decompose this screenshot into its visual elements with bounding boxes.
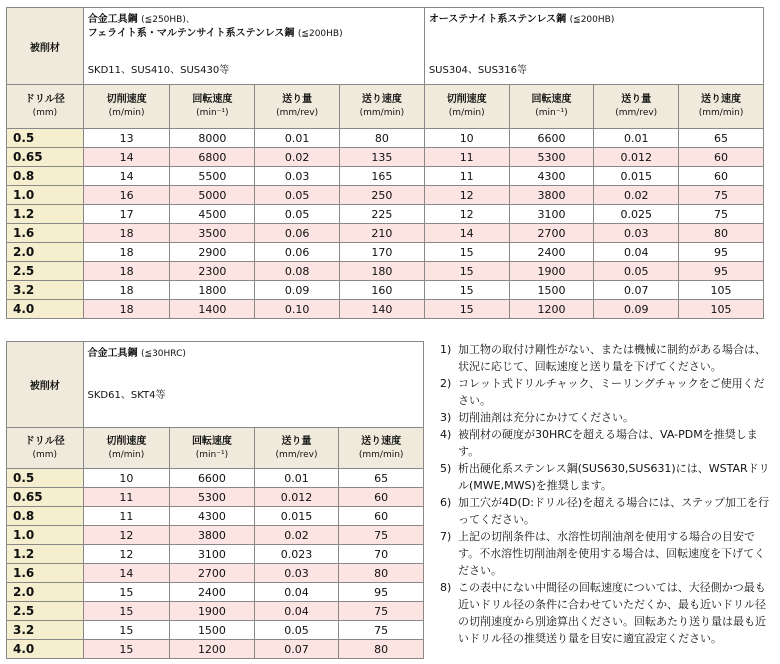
table-row bbox=[7, 300, 764, 319]
cell-value: 13 bbox=[83, 129, 170, 148]
note-text: 加工物の取付け剛性がない、または機械に制約がある場合は、状況に応じて、回転速度と送り量を下げてください。 bbox=[458, 343, 766, 373]
dia-header: ドリル径 (mm) bbox=[7, 85, 84, 129]
table-row bbox=[7, 281, 764, 300]
cell-value: 0.015 bbox=[254, 507, 339, 526]
table-row bbox=[7, 507, 424, 526]
drill-diameter: 1.2 bbox=[7, 205, 84, 224]
cell-value: 14 bbox=[83, 167, 170, 186]
cell-value: 0.04 bbox=[594, 243, 679, 262]
cell-value: 0.06 bbox=[255, 243, 340, 262]
cell-value: 250 bbox=[340, 186, 425, 205]
cell-value: 2400 bbox=[509, 243, 594, 262]
col-header: 送り速度 (mm/min) bbox=[340, 85, 425, 129]
cell-value: 3100 bbox=[170, 545, 255, 564]
cell-value: 165 bbox=[340, 167, 425, 186]
cell-value: 14 bbox=[83, 148, 170, 167]
cell-value: 6800 bbox=[170, 148, 255, 167]
col-header: 送り量 (mm/rev) bbox=[254, 428, 339, 469]
cell-value: 15 bbox=[83, 583, 170, 602]
drill-diameter: 0.8 bbox=[7, 167, 84, 186]
note-number: 8) bbox=[440, 581, 452, 594]
cell-value: 0.09 bbox=[255, 281, 340, 300]
note-item bbox=[440, 579, 770, 647]
cell-value: 95 bbox=[679, 262, 764, 281]
cutting-table-2 bbox=[6, 341, 424, 659]
cell-value: 4300 bbox=[509, 167, 594, 186]
note-text: 切削油剤は充分にかけてください。 bbox=[458, 411, 634, 424]
table-row bbox=[7, 205, 764, 224]
drill-diameter: 0.65 bbox=[7, 148, 84, 167]
cell-value: 0.08 bbox=[255, 262, 340, 281]
cell-value: 70 bbox=[339, 545, 424, 564]
table-row bbox=[7, 262, 764, 281]
cell-value: 60 bbox=[339, 507, 424, 526]
cell-value: 0.02 bbox=[594, 186, 679, 205]
cell-value: 60 bbox=[679, 148, 764, 167]
cell-value: 18 bbox=[83, 243, 170, 262]
cell-value: 0.025 bbox=[594, 205, 679, 224]
note-number: 2) bbox=[440, 377, 452, 390]
cell-value: 5500 bbox=[170, 167, 255, 186]
cell-value: 2400 bbox=[170, 583, 255, 602]
cell-value: 0.015 bbox=[594, 167, 679, 186]
table-row bbox=[7, 469, 424, 488]
note-item bbox=[440, 528, 770, 579]
cell-value: 80 bbox=[679, 224, 764, 243]
cell-value: 2300 bbox=[170, 262, 255, 281]
notes-list bbox=[440, 341, 770, 647]
cell-value: 1500 bbox=[170, 621, 255, 640]
cell-value: 4500 bbox=[170, 205, 255, 224]
material-grades-1: SKD11、SUS410、SUS430等 bbox=[87, 65, 230, 76]
note-text: 析出硬化系ステンレス鋼(SUS630,SUS631)には、WSTARドリル(MWE,MWS)を推奨します。 bbox=[458, 462, 770, 492]
cell-value: 3800 bbox=[170, 526, 255, 545]
material-group-1: 合金工具鋼 (≦250HB)、 フェライト系・マルテンサイト系ステンレス鋼 (≦200HB) SKD11、SUS410、SUS430等 bbox=[83, 8, 424, 85]
note-number: 7) bbox=[440, 530, 452, 543]
cell-value: 80 bbox=[339, 564, 424, 583]
note-item bbox=[440, 460, 770, 494]
cell-value: 11 bbox=[424, 148, 509, 167]
table-row bbox=[7, 564, 424, 583]
note-text: コレット式ドリルチャック、ミーリングチャックをご使用ください。 bbox=[458, 377, 765, 407]
cell-value: 0.02 bbox=[254, 526, 339, 545]
cell-value: 0.05 bbox=[255, 205, 340, 224]
cell-value: 65 bbox=[679, 129, 764, 148]
drill-diameter: 0.5 bbox=[7, 129, 84, 148]
note-number: 4) bbox=[440, 428, 452, 441]
cell-value: 14 bbox=[83, 564, 170, 583]
cell-value: 60 bbox=[339, 488, 424, 507]
material-group: 合金工具鋼 (≦30HRC) SKD61、SKT4等 bbox=[83, 342, 423, 428]
cell-value: 17 bbox=[83, 205, 170, 224]
drill-diameter: 2.5 bbox=[7, 262, 84, 281]
cell-value: 11 bbox=[424, 167, 509, 186]
cell-value: 135 bbox=[340, 148, 425, 167]
cell-value: 12 bbox=[424, 205, 509, 224]
cell-value: 3100 bbox=[509, 205, 594, 224]
note-item bbox=[440, 341, 770, 375]
cell-value: 0.01 bbox=[594, 129, 679, 148]
note-text: 上記の切削条件は、水溶性切削油剤を使用する場合の目安です。不水溶性切削油剤を使用する場合は、回転速度を下げてください。 bbox=[458, 530, 766, 577]
cell-value: 1900 bbox=[170, 602, 255, 621]
drill-diameter: 2.0 bbox=[7, 583, 84, 602]
col-header: 送り量 (mm/rev) bbox=[255, 85, 340, 129]
table-row bbox=[7, 640, 424, 659]
cell-value: 8000 bbox=[170, 129, 255, 148]
cell-value: 5000 bbox=[170, 186, 255, 205]
cell-value: 0.04 bbox=[254, 583, 339, 602]
cell-value: 0.01 bbox=[254, 469, 339, 488]
drill-diameter: 1.0 bbox=[7, 186, 84, 205]
cell-value: 75 bbox=[339, 602, 424, 621]
cell-value: 15 bbox=[424, 243, 509, 262]
cell-value: 160 bbox=[340, 281, 425, 300]
material-grades-2: SUS304、SUS316等 bbox=[428, 65, 528, 76]
cell-value: 95 bbox=[679, 243, 764, 262]
cell-value: 60 bbox=[679, 167, 764, 186]
col-header: 送り速度 (mm/min) bbox=[679, 85, 764, 129]
cell-value: 2900 bbox=[170, 243, 255, 262]
note-item bbox=[440, 375, 770, 409]
cell-value: 0.07 bbox=[594, 281, 679, 300]
note-item bbox=[440, 426, 770, 460]
cell-value: 210 bbox=[340, 224, 425, 243]
col-header: 回転速度 (min⁻¹) bbox=[170, 85, 255, 129]
cell-value: 12 bbox=[83, 545, 170, 564]
cell-value: 0.06 bbox=[255, 224, 340, 243]
table-row bbox=[7, 129, 764, 148]
cell-value: 16 bbox=[83, 186, 170, 205]
cell-value: 18 bbox=[83, 224, 170, 243]
cell-value: 75 bbox=[679, 205, 764, 224]
drill-diameter: 1.6 bbox=[7, 224, 84, 243]
cell-value: 105 bbox=[679, 281, 764, 300]
col-header: 回転速度 (min⁻¹) bbox=[509, 85, 594, 129]
cell-value: 105 bbox=[679, 300, 764, 319]
cell-value: 65 bbox=[339, 469, 424, 488]
cell-value: 0.03 bbox=[255, 167, 340, 186]
material-grades: SKD61、SKT4等 bbox=[87, 390, 166, 401]
table-row bbox=[7, 148, 764, 167]
cell-value: 1900 bbox=[509, 262, 594, 281]
cell-value: 75 bbox=[339, 621, 424, 640]
col-header: 送り量 (mm/rev) bbox=[594, 85, 679, 129]
table-row bbox=[7, 488, 424, 507]
table-row bbox=[7, 224, 764, 243]
table-row bbox=[7, 621, 424, 640]
cell-value: 11 bbox=[83, 507, 170, 526]
cell-value: 0.023 bbox=[254, 545, 339, 564]
note-number: 5) bbox=[440, 462, 452, 475]
cell-value: 1200 bbox=[509, 300, 594, 319]
note-item bbox=[440, 494, 770, 528]
cell-value: 15 bbox=[424, 262, 509, 281]
cell-value: 11 bbox=[83, 488, 170, 507]
drill-diameter: 3.2 bbox=[7, 281, 84, 300]
cell-value: 0.05 bbox=[255, 186, 340, 205]
header-row bbox=[7, 428, 424, 469]
col-header: 回転速度 (min⁻¹) bbox=[170, 428, 255, 469]
col-header: 切削速度 (m/min) bbox=[83, 428, 170, 469]
material-label: 被削材 bbox=[7, 342, 84, 428]
cell-value: 2700 bbox=[170, 564, 255, 583]
cell-value: 3800 bbox=[509, 186, 594, 205]
note-number: 6) bbox=[440, 496, 452, 509]
cell-value: 80 bbox=[339, 640, 424, 659]
material-group-2: オーステナイト系ステンレス鋼 (≦200HB) SUS304、SUS316等 bbox=[424, 8, 763, 85]
drill-diameter: 3.2 bbox=[7, 621, 84, 640]
note-text: 被削材の硬度が30HRCを超える場合は、VA-PDMを推奨します。 bbox=[458, 428, 758, 458]
cell-value: 0.09 bbox=[594, 300, 679, 319]
cell-value: 0.03 bbox=[594, 224, 679, 243]
cell-value: 1800 bbox=[170, 281, 255, 300]
cell-value: 6600 bbox=[170, 469, 255, 488]
drill-diameter: 1.2 bbox=[7, 545, 84, 564]
note-item bbox=[440, 409, 770, 426]
table-row bbox=[7, 186, 764, 205]
cell-value: 15 bbox=[424, 281, 509, 300]
cell-value: 15 bbox=[83, 602, 170, 621]
cell-value: 75 bbox=[679, 186, 764, 205]
cell-value: 0.10 bbox=[255, 300, 340, 319]
table-row bbox=[7, 602, 424, 621]
cell-value: 5300 bbox=[170, 488, 255, 507]
cell-value: 95 bbox=[339, 583, 424, 602]
drill-diameter: 2.0 bbox=[7, 243, 84, 262]
cell-value: 10 bbox=[424, 129, 509, 148]
cell-value: 4300 bbox=[170, 507, 255, 526]
cell-value: 0.03 bbox=[254, 564, 339, 583]
cell-value: 15 bbox=[424, 300, 509, 319]
drill-diameter: 1.0 bbox=[7, 526, 84, 545]
drill-diameter: 0.5 bbox=[7, 469, 84, 488]
cell-value: 18 bbox=[83, 281, 170, 300]
drill-diameter: 2.5 bbox=[7, 602, 84, 621]
table-row bbox=[7, 167, 764, 186]
cell-value: 5300 bbox=[509, 148, 594, 167]
cell-value: 80 bbox=[340, 129, 425, 148]
cell-value: 0.012 bbox=[594, 148, 679, 167]
cell-value: 0.01 bbox=[255, 129, 340, 148]
note-text: 加工穴が4D(D:ドリル径)を超える場合には、ステップ加工を行ってください。 bbox=[458, 496, 770, 526]
note-number: 3) bbox=[440, 411, 452, 424]
col-header: 切削速度 (m/min) bbox=[83, 85, 170, 129]
cell-value: 15 bbox=[83, 640, 170, 659]
cell-value: 18 bbox=[83, 262, 170, 281]
cell-value: 0.04 bbox=[254, 602, 339, 621]
table-row bbox=[7, 243, 764, 262]
cell-value: 225 bbox=[340, 205, 425, 224]
cell-value: 170 bbox=[340, 243, 425, 262]
cell-value: 0.02 bbox=[255, 148, 340, 167]
drill-diameter: 1.6 bbox=[7, 564, 84, 583]
cell-value: 2700 bbox=[509, 224, 594, 243]
drill-diameter: 0.65 bbox=[7, 488, 84, 507]
cell-value: 0.05 bbox=[254, 621, 339, 640]
cell-value: 15 bbox=[83, 621, 170, 640]
cell-value: 10 bbox=[83, 469, 170, 488]
cell-value: 14 bbox=[424, 224, 509, 243]
cell-value: 180 bbox=[340, 262, 425, 281]
cell-value: 3500 bbox=[170, 224, 255, 243]
cell-value: 0.07 bbox=[254, 640, 339, 659]
material-label: 被削材 bbox=[7, 8, 84, 85]
cell-value: 1500 bbox=[509, 281, 594, 300]
header-row bbox=[7, 85, 764, 129]
note-text: この表中にない中間径の回転速度については、大径側かつ最も近いドリル径の条件に合わせていただくか、最も近いドリル径の切削速度から別途算出ください。回転あたり送り量は最も近いドリル径の推奨送り量を目安に適宜設定ください。 bbox=[458, 581, 766, 645]
drill-diameter: 0.8 bbox=[7, 507, 84, 526]
cell-value: 18 bbox=[83, 300, 170, 319]
cutting-table-1 bbox=[6, 7, 764, 319]
col-header: 送り速度 (mm/min) bbox=[339, 428, 424, 469]
cell-value: 0.012 bbox=[254, 488, 339, 507]
cell-value: 140 bbox=[340, 300, 425, 319]
cell-value: 1200 bbox=[170, 640, 255, 659]
table-row bbox=[7, 583, 424, 602]
drill-diameter: 4.0 bbox=[7, 640, 84, 659]
col-header: 切削速度 (m/min) bbox=[424, 85, 509, 129]
table-row bbox=[7, 526, 424, 545]
cell-value: 6600 bbox=[509, 129, 594, 148]
cell-value: 1400 bbox=[170, 300, 255, 319]
note-number: 1) bbox=[440, 343, 452, 356]
cell-value: 75 bbox=[339, 526, 424, 545]
cell-value: 12 bbox=[424, 186, 509, 205]
dia-header: ドリル径 (mm) bbox=[7, 428, 84, 469]
cell-value: 12 bbox=[83, 526, 170, 545]
cell-value: 0.05 bbox=[594, 262, 679, 281]
drill-diameter: 4.0 bbox=[7, 300, 84, 319]
table-row bbox=[7, 545, 424, 564]
